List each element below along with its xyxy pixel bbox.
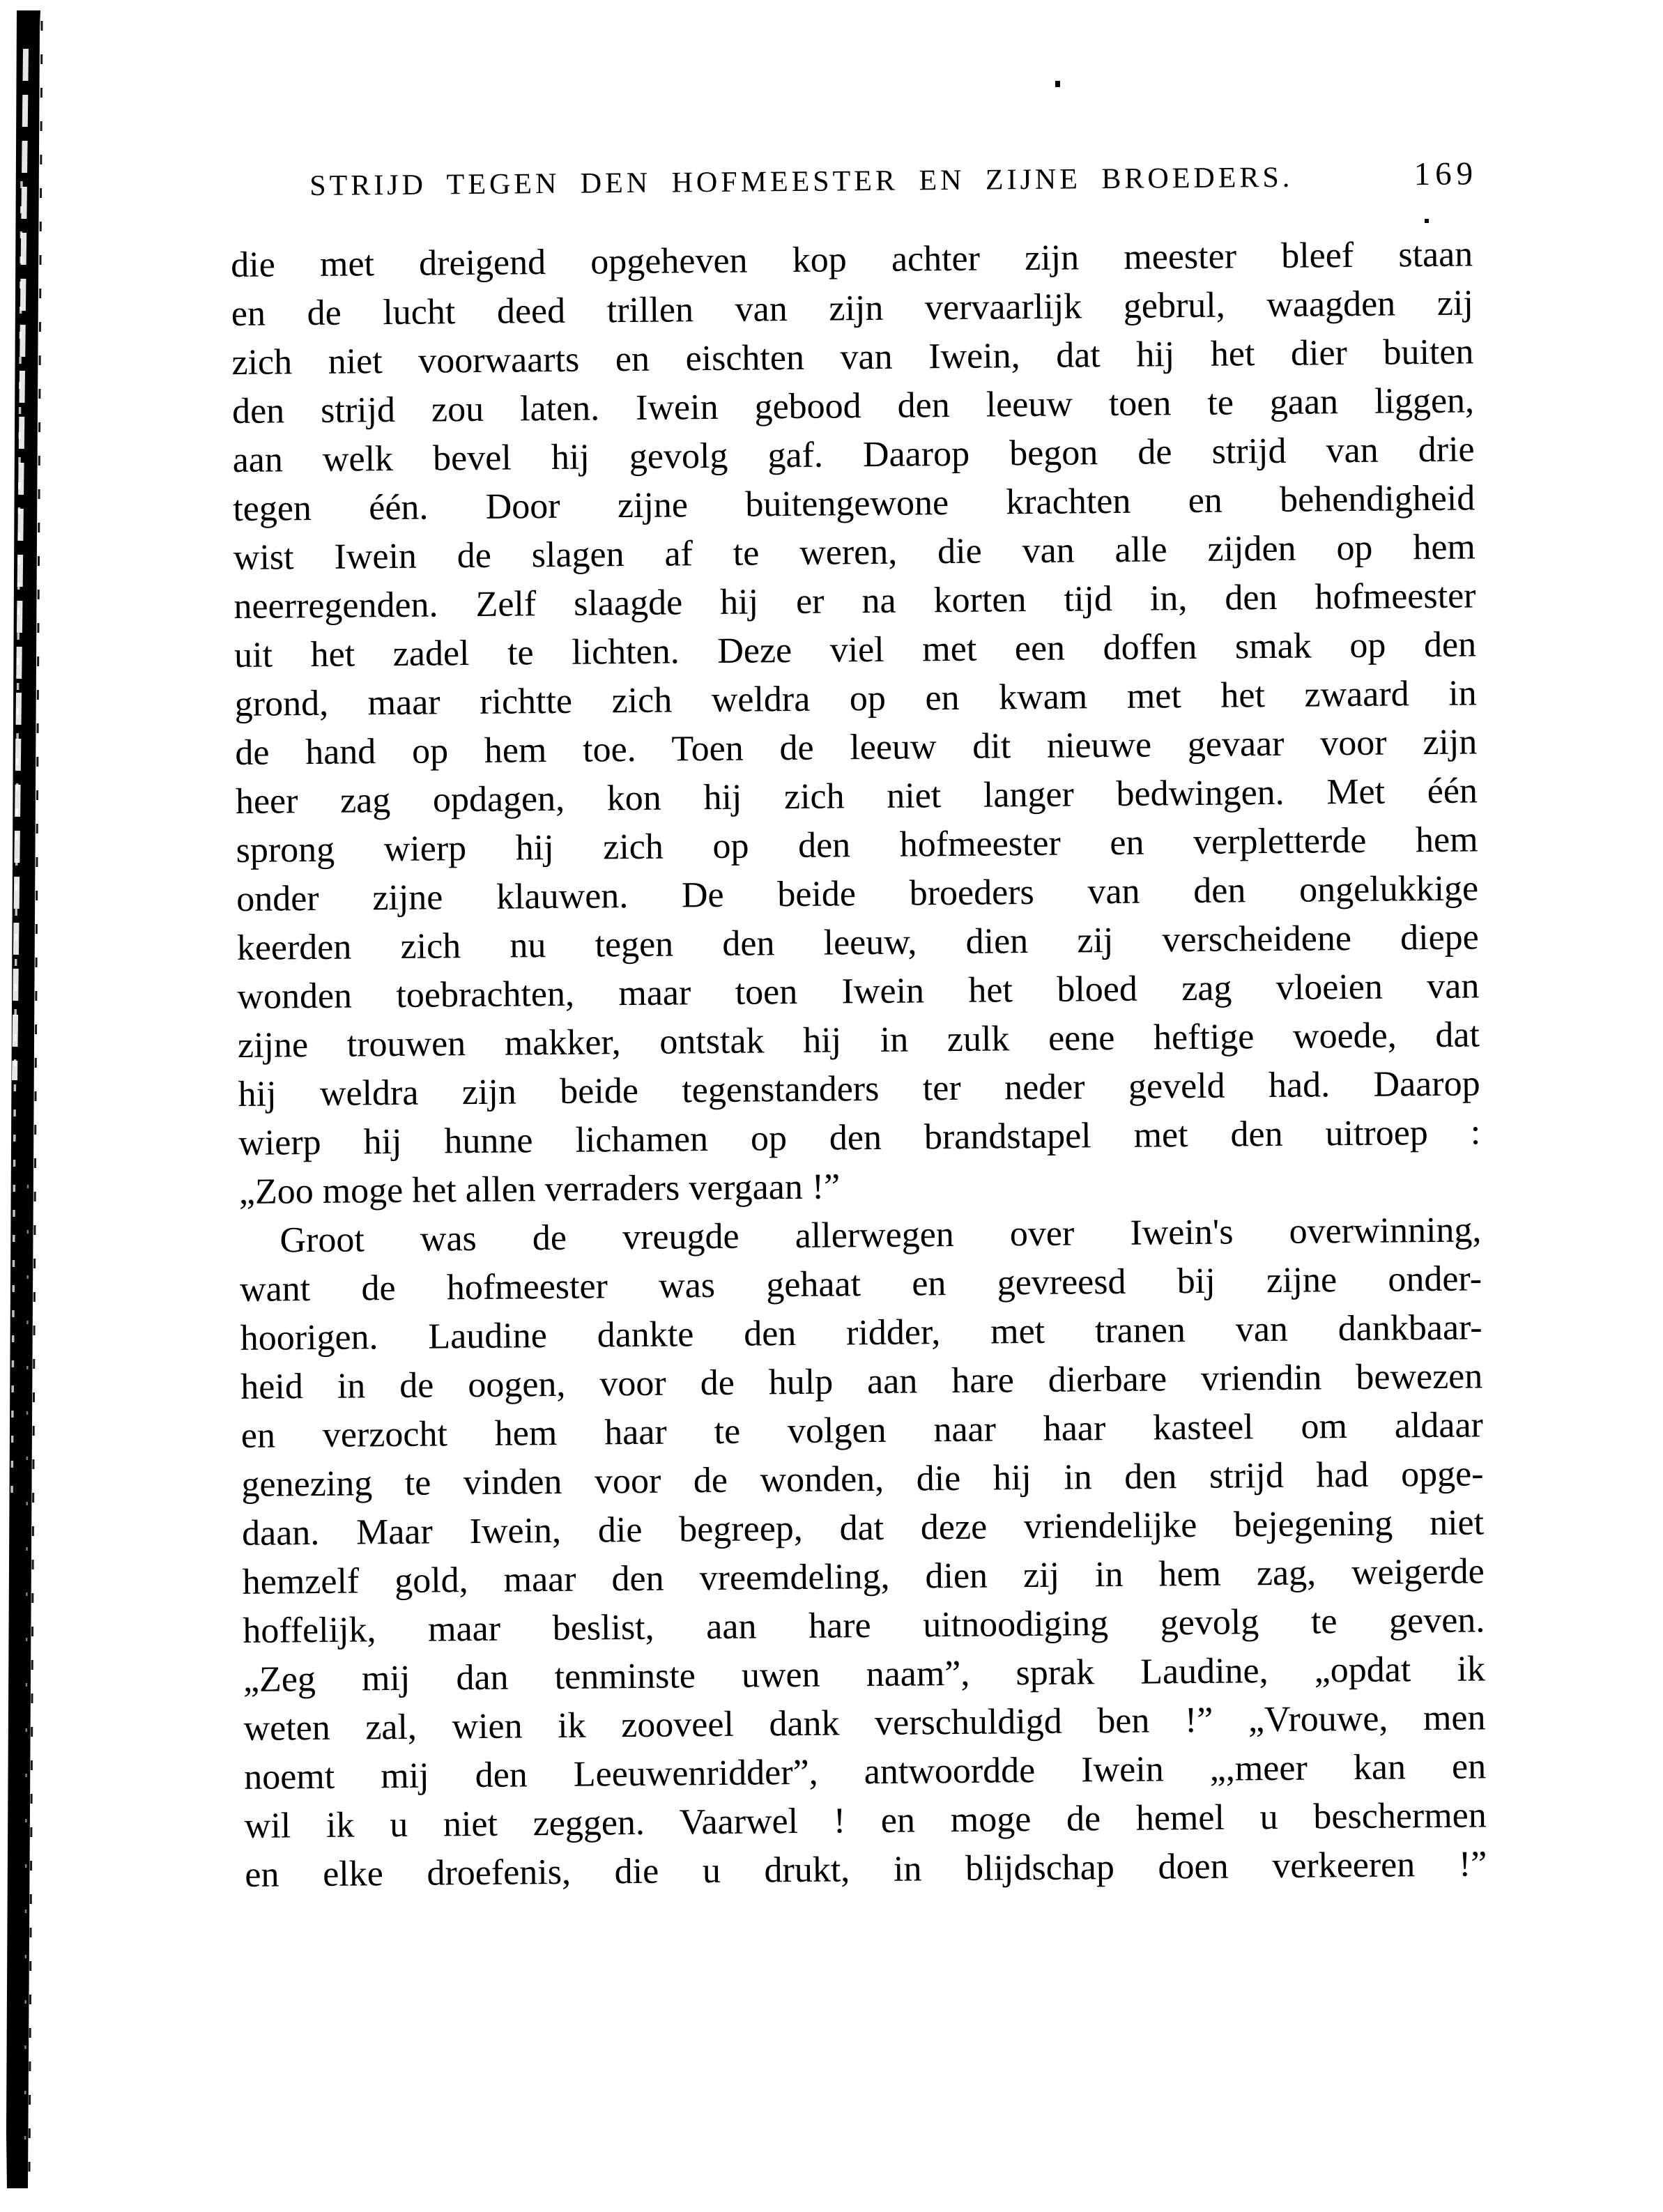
text-line: en de lucht deed trillen van zijn vervaarlijk gebrul, waagden zij xyxy=(231,283,1474,334)
text-line: hemzelf gold, maar den vreemdeling, dien zij in hem zag, weigerde xyxy=(242,1551,1485,1602)
text-line: hoorigen. Laudine dankte den ridder, met tranen van dankbaar- xyxy=(240,1307,1482,1358)
text-line: heer zag opdagen, kon hij zich niet langer bedwingen. Met één xyxy=(235,771,1478,822)
paragraph xyxy=(239,1206,1487,1900)
scan-gutter-shadow xyxy=(0,0,56,2212)
text-line: wonden toebrachten, maar toen Iwein het bloed zag vloeien van xyxy=(237,966,1480,1017)
running-head xyxy=(230,155,1478,209)
paragraph xyxy=(231,230,1481,1216)
text-line: hij weldra zijn beide tegenstanders ter neder geveld had. Daarop xyxy=(238,1063,1480,1114)
text-line: en verzocht hem haar te volgen naar haar kasteel om aldaar xyxy=(240,1405,1484,1456)
gutter-shadow-shape xyxy=(0,0,56,2212)
text-line: uit het zadel te lichten. Deze viel met een doffen smak op den xyxy=(233,624,1477,675)
text-line: „Zoo moge het allen verraders vergaan !” xyxy=(238,1167,841,1212)
scan-speck xyxy=(1055,81,1060,87)
text-line: want de hofmeester was gehaat en gevreesd bij zijne onder- xyxy=(239,1259,1482,1309)
page-number: 169 xyxy=(1413,155,1478,193)
text-line: de hand op hem toe. Toen de leeuw dit nieuwe gevaar voor zijn xyxy=(235,722,1478,773)
text-line: wierp hij hunne lichamen op den brandstapel met den uitroep : xyxy=(238,1112,1481,1163)
text-line: zijne trouwen makker, ontstak hij in zulk eene heftige woede, dat xyxy=(237,1015,1480,1066)
text-line: aan welk bevel hij gevolg gaf. Daarop begon de strijd van drie xyxy=(232,429,1475,480)
text-line: Groot was de vreugde allerwegen over Iwein's overwinning, xyxy=(279,1210,1482,1261)
chapter-running-title: STRIJD TEGEN DEN HOFMEESTER EN ZIJNE BROEDERS. xyxy=(309,161,1294,203)
text-line: „Zeg mij dan tenminste uwen naam”, sprak Laudine, „opdat ik xyxy=(243,1649,1486,1700)
text-line: tegen één. Door zijne buitengewone krachten en behendigheid xyxy=(233,478,1476,529)
text-line: genezing te vinden voor de wonden, die hij in den strijd had opge- xyxy=(241,1454,1484,1505)
text-line: hoffelijk, maar beslist, aan hare uitnoodiging gevolg te geven. xyxy=(243,1600,1485,1651)
text-line: grond, maar richtte zich weldra op en kwam met het zwaard in xyxy=(234,673,1477,724)
text-line: weten zal, wien ik zooveel dank verschuldigd ben !” „Vrouwe, men xyxy=(243,1698,1486,1749)
text-line: heid in de oogen, voor de hulp aan hare dierbare vriendin bewezen xyxy=(240,1356,1483,1407)
text-line: onder zijne klauwen. De beide broeders van den ongelukkige xyxy=(236,868,1479,919)
text-line: daan. Maar Iwein, die begreep, dat deze vriendelijke bejegening niet xyxy=(241,1503,1485,1553)
text-line: wist Iwein de slagen af te weren, die van alle zijden op hem xyxy=(233,527,1476,578)
text-line: den strijd zou laten. Iwein gebood den leeuw toen te gaan liggen, xyxy=(231,381,1475,431)
body-text xyxy=(231,230,1487,1899)
print-block xyxy=(230,155,1487,1899)
text-line: en elke droefenis, die u drukt, in blijdschap doen verkeeren !” xyxy=(245,1844,1487,1895)
text-line: wil ik u niet zeggen. Vaarwel ! en moge de hemel u beschermen xyxy=(244,1795,1487,1846)
text-line: die met dreigend opgeheven kop achter zijn meester bleef staan xyxy=(230,234,1473,285)
text-line: keerden zich nu tegen den leeuw, dien zij verscheidene diepe xyxy=(236,917,1479,968)
text-line: sprong wierp hij zich op den hofmeester en verpletterde hem xyxy=(236,820,1478,870)
text-line: noemt mij den Leeuwenridder”, antwoordde Iwein „,meer kan en xyxy=(243,1746,1487,1797)
text-line: zich niet voorwaarts en eischten van Iwein, dat hij het dier buiten xyxy=(231,332,1474,383)
text-line: neerregenden. Zelf slaagde hij er na korten tijd in, den hofmeester xyxy=(233,576,1476,627)
